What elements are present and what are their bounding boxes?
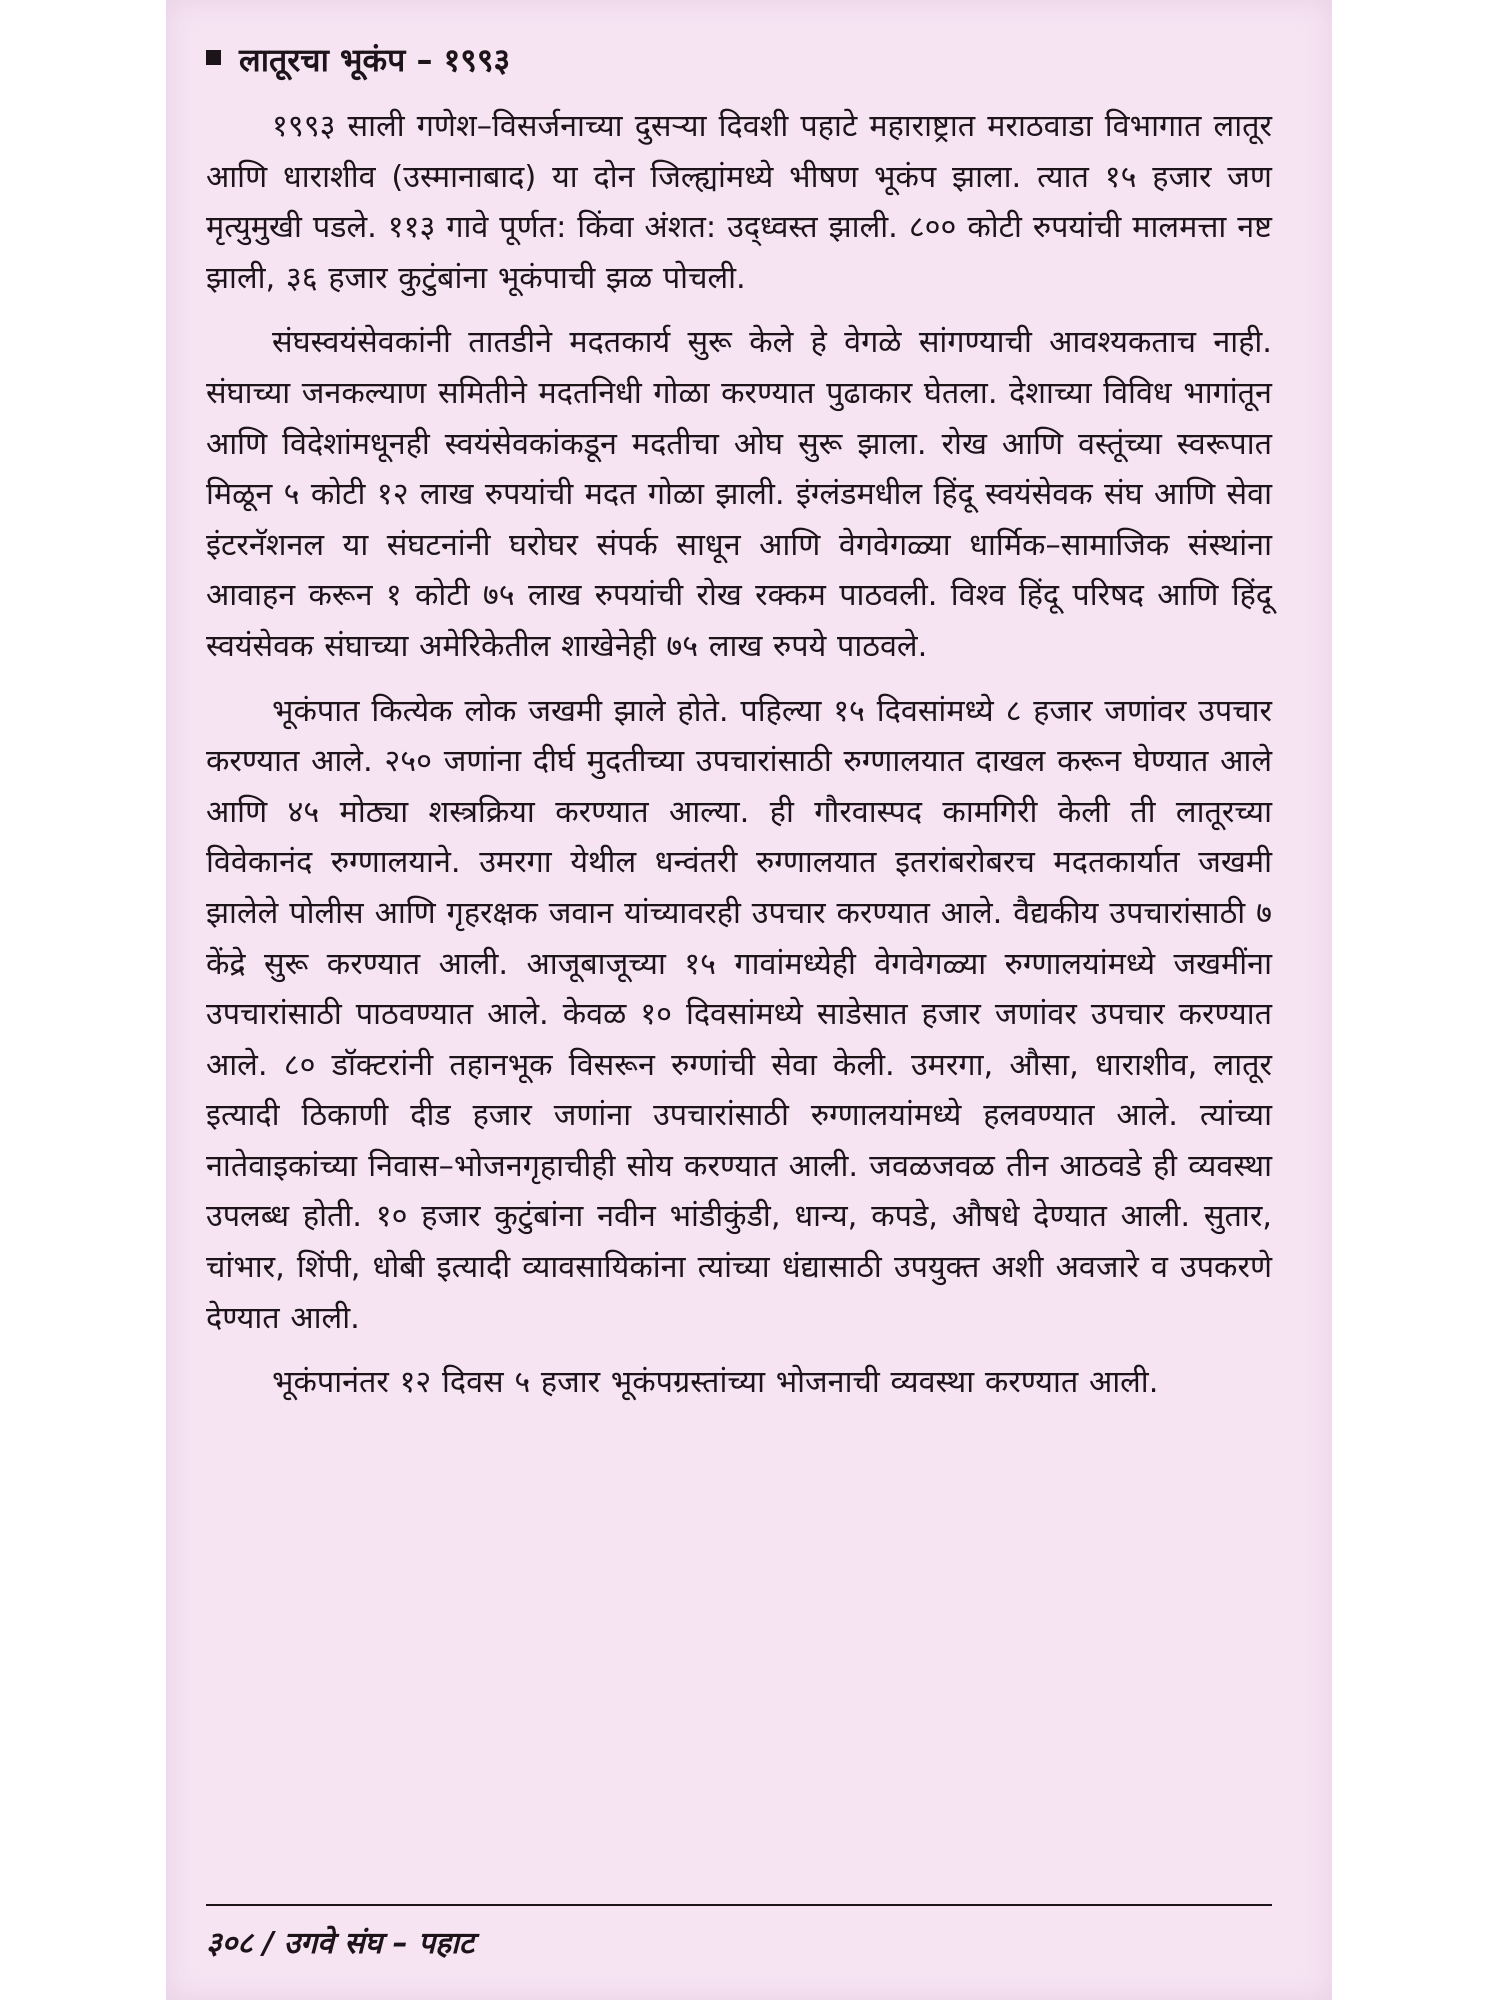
book-page [166,0,1332,2000]
paragraph-1: १९९३ साली गणेश–विसर्जनाच्या दुसऱ्या दिवशी पहाटे महाराष्ट्रात मराठवाडा विभागात लातूर आणि धाराशीव (उस्मानाबाद) या दोन जिल्ह्यांमध्ये भीषण भूकंप झाला. त्यात १५ हजार जण मृत्युमुखी पडले. ११३ गावे पूर्णत: किंवा अंशत: उद्ध्वस्त झाली. ८०० कोटी रुपयांची मालमत्ता नष्ट झाली, ३६ हजार कुटुंबांना भूकंपाची झळ पोचली. [206,109,1272,296]
footer-divider [206,1904,1272,1906]
page-number: ३०८ [206,1926,253,1961]
page-footer [206,1924,474,1964]
book-title: उगवे संघ – पहाट [283,1926,474,1961]
heading-text: लातूरचा भूकंप – १९९३ [239,41,511,79]
paragraph-3: भूकंपात कित्येक लोक जखमी झाले होते. पहिल्या १५ दिवसांमध्ये ८ हजार जणांवर उपचार करण्यात आले. २५० जणांना दीर्घ मुदतीच्या उपचारांसाठी रुग्णालयात दाखल करून घेण्यात आले आणि ४५ मोठ्या शस्त्रक्रिया करण्यात आल्या. ही गौरवास्पद कामगिरी केली ती लातूरच्या विवेकानंद रुग्णालयाने. उमरगा येथील धन्वंतरी रुग्णालयात इतरांबरोबरच मदतकार्यात जखमी झालेले पोलीस आणि गृहरक्षक जवान यांच्यावरही उपचार करण्यात आले. वैद्यकीय उपचारांसाठी ७ केंद्रे सुरू करण्यात आली. आजूबाजूच्या १५ गावांमध्येही वेगवेगळ्या रुग्णालयांमध्ये जखमींना उपचारांसाठी पाठवण्यात आले. केवळ १० दिवसांमध्ये साडेसात हजार जणांवर उपचार करण्यात आले. ८० डॉक्टरांनी तहानभूक विसरून रुग्णांची सेवा केली. उमरगा, औसा, धाराशीव, लातूर इत्यादी ठिकाणी दीड हजार जणांना उपचारांसाठी रुग्णालयांमध्ये हलवण्यात आले. त्यांच्या नातेवाइकांच्या निवास–भोजनगृहाचीही सोय करण्यात आली. जवळजवळ तीन आठवडे ही व्यवस्था उपलब्ध होती. १० हजार कुटुंबांना नवीन भांडीकुंडी, धान्य, कपडे, औषधे देण्यात आली. सुतार, चांभार, शिंपी, धोबी इत्यादी व्यावसायिकांना त्यांच्या धंद्यासाठी उपयुक्त अशी अवजारे व उपकरणे देण्यात आली. [206,693,1272,1336]
footer-separator: / [262,1926,274,1961]
section-heading [206,38,510,82]
paragraph-4: भूकंपानंतर १२ दिवस ५ हजार भूकंपग्रस्तांच्या भोजनाची व्यवस्था करण्यात आली. [272,1365,1159,1401]
paragraph-2: संघस्वयंसेवकांनी तातडीने मदतकार्य सुरू केले हे वेगळे सांगण्याची आवश्यकताच नाही. संघाच्या जनकल्याण समितीने मदतनिधी गोळा करण्यात पुढाकार घेतला. देशाच्या विविध भागांतून आणि विदेशांमधूनही स्वयंसेवकांकडून मदतीचा ओघ सुरू झाला. रोख आणि वस्तूंच्या स्वरूपात मिळून ५ कोटी १२ लाख रुपयांची मदत गोळा झाली. इंग्लंडमधील हिंदू स्वयंसेवक संघ आणि सेवा इंटरनॅशनल या संघटनांनी घरोघर संपर्क साधून आणि वेगवेगळ्या धार्मिक–सामाजिक संस्थांना आवाहन करून १ कोटी ७५ लाख रुपयांची रोख रक्कम पाठवली. विश्व हिंदू परिषद आणि हिंदू स्वयंसेवक संघाच्या अमेरिकेतील शाखेनेही ७५ लाख रुपये पाठवले. [206,325,1272,664]
body-text [206,102,1272,1423]
square-bullet-icon [206,50,221,65]
